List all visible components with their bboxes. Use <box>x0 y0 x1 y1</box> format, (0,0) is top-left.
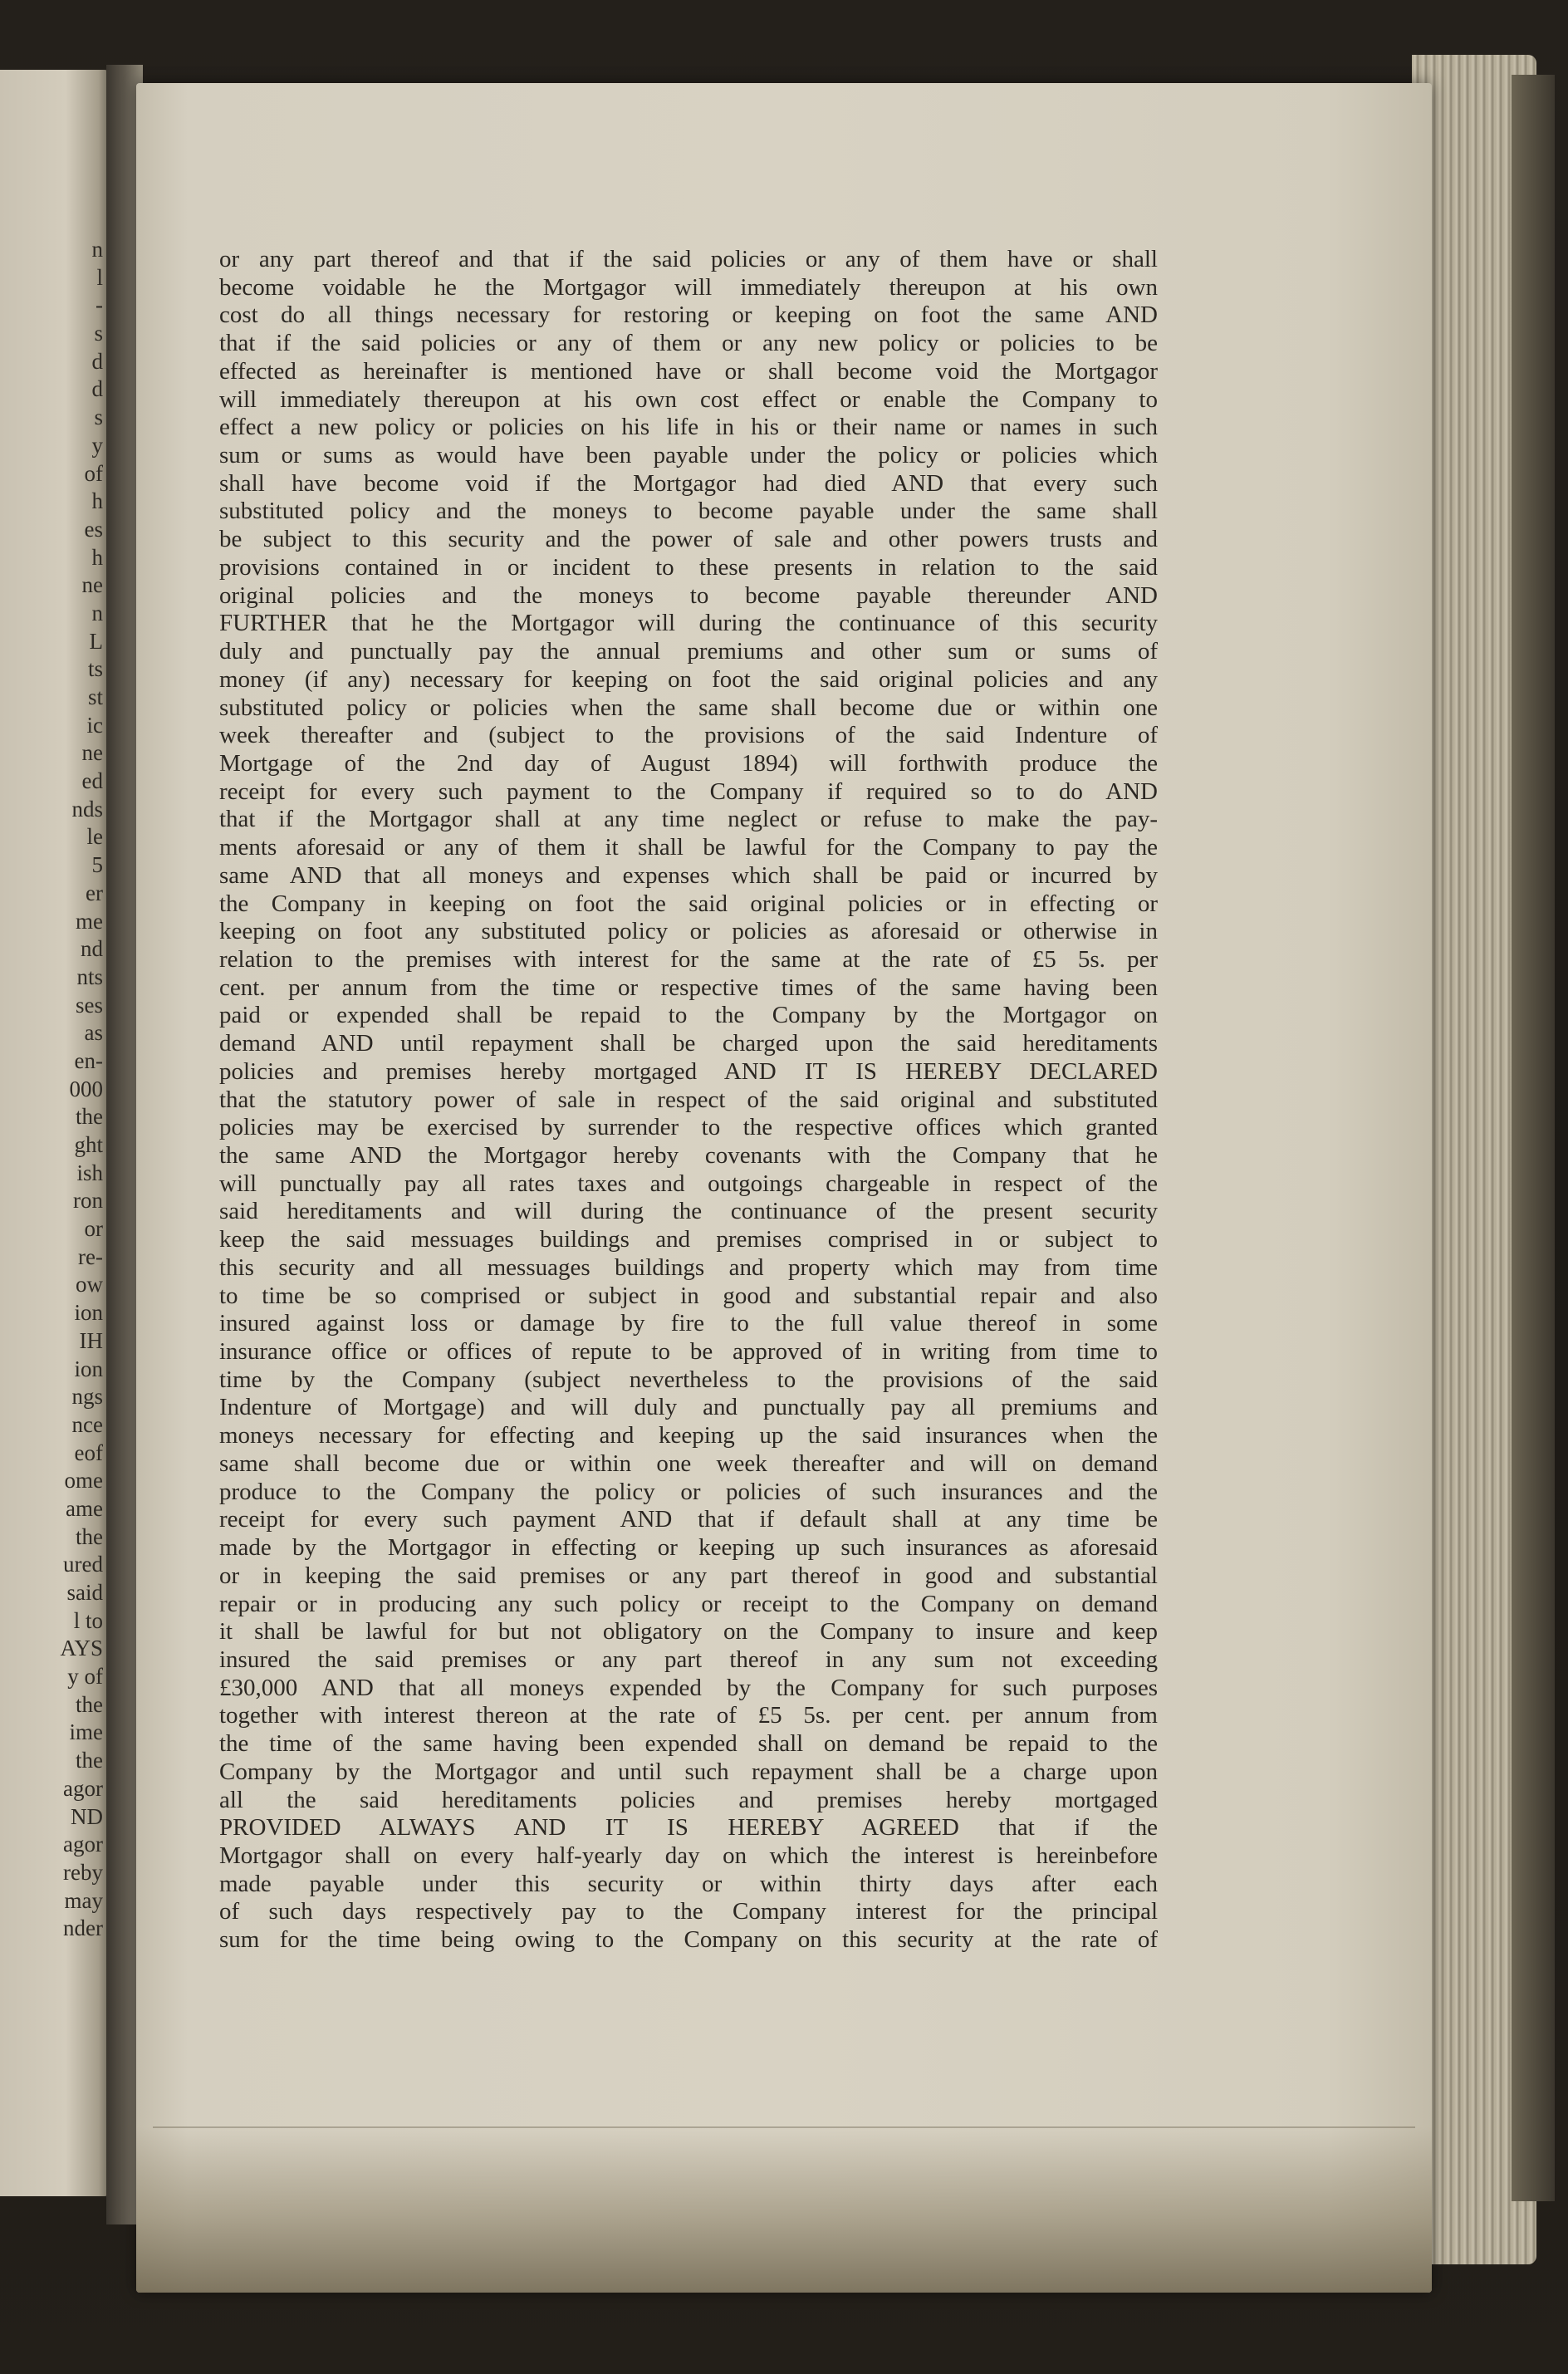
text-line: receipt for every such payment to the Company if required so to do AND <box>219 777 1158 805</box>
page-stack-shadow <box>1512 75 1555 2201</box>
text-line: produce to the Company the policy or policies of such insurances and the <box>219 1478 1158 1505</box>
mortgage-deed-text <box>219 246 1158 1955</box>
text-line: the same AND the Mortgagor hereby covenants with the Company that he <box>219 1142 1158 1169</box>
text-line: effect a new policy or policies on his life in his or their name or names in such <box>219 414 1158 441</box>
text-line: provisions contained in or incident to these presents in relation to the said <box>219 553 1158 581</box>
left-page-line-fragment: the <box>76 1523 103 1549</box>
left-page-line-fragment: ome <box>64 1468 103 1494</box>
document-page <box>136 83 1432 2293</box>
text-line: shall have become void if the Mortgagor had died AND that every such <box>219 469 1158 497</box>
text-line: moneys necessary for effecting and keeping up the said insurances when the <box>219 1422 1158 1449</box>
left-page-line-fragment: ght <box>74 1132 103 1157</box>
left-page-line-fragment: l <box>96 264 103 290</box>
text-line: original policies and the moneys to become payable thereunder AND <box>219 581 1158 609</box>
text-line: Mortgage of the 2nd day of August 1894) will forthwith produce the <box>219 749 1158 777</box>
text-line: £30,000 AND that all moneys expended by the Company for such purposes <box>219 1674 1158 1701</box>
text-line: substituted policy and the moneys to become payable under the same shall <box>219 498 1158 525</box>
left-page-line-fragment: n <box>91 600 103 625</box>
text-line: will immediately thereupon at his own cost effect or enable the Company to <box>219 385 1158 413</box>
text-line: cent. per annum from the time or respective times of the same having been <box>219 974 1158 1001</box>
left-page-line-fragment: ts <box>87 656 103 682</box>
text-line: relation to the premises with interest for the same at the rate of £5 5s. per <box>219 945 1158 973</box>
left-page-line-fragment: the <box>76 1748 103 1773</box>
left-page-line-fragment: nts <box>76 964 103 989</box>
left-page-line-fragment: s <box>94 405 103 430</box>
text-line: will punctually pay all rates taxes and outgoings chargeable in respect of the <box>219 1170 1158 1197</box>
text-line: money (if any) necessary for keeping on foot the said original policies and any <box>219 665 1158 693</box>
text-line: sum for the time being owing to the Company on this security at the rate of <box>219 1926 1158 1954</box>
left-page-line-fragment: of <box>84 460 103 486</box>
left-page-line-fragment: er <box>86 880 103 905</box>
left-page-line-fragment: h <box>91 544 103 570</box>
text-line: policies may be exercised by surrender to the respective offices which granted <box>219 1114 1158 1141</box>
text-line: FURTHER that he the Mortgagor will during the continuance of this security <box>219 610 1158 637</box>
text-line: Indenture of Mortgage) and will duly and punctually pay all premiums and <box>219 1394 1158 1421</box>
text-line: Mortgagor shall on every half-yearly day on which the interest is hereinbefore <box>219 1842 1158 1869</box>
left-page-line-fragment: AYS <box>60 1636 103 1661</box>
text-line: be subject to this security and the power of sale and other powers trusts and <box>219 526 1158 553</box>
left-page-line-fragment: st <box>87 684 103 709</box>
left-page-line-fragment: nd <box>81 936 103 962</box>
left-page-line-fragment: le <box>86 824 103 850</box>
text-line: week thereafter and (subject to the provisions of the said Indenture of <box>219 722 1158 749</box>
left-page-line-fragment: l to <box>73 1607 103 1633</box>
text-line: keeping on foot any substituted policy or policies as aforesaid or otherwise in <box>219 918 1158 945</box>
text-line: the Company in keeping on foot the said original policies or in effecting or <box>219 890 1158 917</box>
text-line: receipt for every such payment AND that if default shall at any time be <box>219 1506 1158 1533</box>
left-page-line-fragment: ion <box>74 1356 103 1381</box>
left-page-line-fragment: d <box>91 376 103 402</box>
text-line: ments aforesaid or any of them it shall be lawful for the Company to pay the <box>219 834 1158 861</box>
text-line: substituted policy or policies when the same shall become due or within one <box>219 694 1158 721</box>
page-bottom-stain <box>136 2126 1432 2293</box>
text-line: cost do all things necessary for restoring or keeping on foot the same AND <box>219 302 1158 329</box>
text-line: sum or sums as would have been payable under the policy or policies which <box>219 442 1158 469</box>
left-page-line-fragment: may <box>64 1887 103 1913</box>
text-line: that the statutory power of sale in respect of the said original and substituted <box>219 1086 1158 1113</box>
text-line: demand AND until repayment shall be charged upon the said hereditaments <box>219 1030 1158 1057</box>
text-line: time by the Company (subject nevertheless to the provisions of the said <box>219 1366 1158 1393</box>
left-page-line-fragment: n <box>91 237 103 262</box>
left-page-line-fragment: nds <box>71 796 103 822</box>
left-page-line-fragment: as <box>84 1020 103 1046</box>
left-page-line-fragment: re- <box>78 1243 103 1269</box>
left-page-line-fragment: en- <box>74 1047 103 1073</box>
text-line: all the said hereditaments policies and premises hereby mortgaged <box>219 1786 1158 1813</box>
left-page-line-fragment: IH <box>79 1327 103 1353</box>
left-page-text-fragments <box>60 236 103 1943</box>
text-line: duly and punctually pay the annual premiums and other sum or sums of <box>219 638 1158 665</box>
text-line: become voidable he the Mortgagor will immediately thereupon at his own <box>219 273 1158 301</box>
left-page-line-fragment: y of <box>67 1664 103 1690</box>
left-page-line-fragment: nce <box>71 1411 103 1437</box>
left-page-line-fragment: ses <box>76 992 103 1018</box>
text-line: policies and premises hereby mortgaged AND IT IS HEREBY DECLARED <box>219 1057 1158 1085</box>
text-line: made by the Mortgagor in effecting or keeping up such insurances as aforesaid <box>219 1534 1158 1562</box>
left-page-line-fragment: ured <box>63 1552 103 1577</box>
left-page-line-fragment: ic <box>86 712 103 738</box>
text-line: insured the said premises or any part thereof in any sum not exceeding <box>219 1646 1158 1673</box>
text-line: keep the said messuages buildings and premises comprised in or subject to <box>219 1226 1158 1253</box>
text-line: the time of the same having been expended shall on demand be repaid to the <box>219 1730 1158 1758</box>
text-line: effected as hereinafter is mentioned have or shall become void the Mortgagor <box>219 357 1158 385</box>
left-page-line-fragment: y <box>91 432 103 458</box>
left-page-line-fragment: agor <box>63 1832 103 1857</box>
left-page-line-fragment: ngs <box>71 1384 103 1410</box>
left-page-line-fragment: or <box>84 1216 103 1242</box>
left-page-line-fragment: L <box>89 628 103 654</box>
text-line: insured against loss or damage by fire to the full value thereof in some <box>219 1310 1158 1337</box>
text-line: it shall be lawful for but not obligatory on the Company to insure and keep <box>219 1618 1158 1646</box>
text-line: or in keeping the said premises or any part thereof in good and substantial <box>219 1562 1158 1589</box>
left-page-line-fragment: ion <box>74 1300 103 1326</box>
left-page-line-fragment: h <box>91 488 103 514</box>
text-line: insurance office or offices of repute to be approved of in writing from time to <box>219 1338 1158 1366</box>
left-page-line-fragment: ne <box>81 740 103 766</box>
left-page-line-fragment: es <box>84 516 103 542</box>
left-page-line-fragment: ed <box>81 768 103 794</box>
left-page-line-fragment: ne <box>81 572 103 598</box>
left-page-line-fragment: 5 <box>91 852 103 878</box>
text-line: made payable under this security or within thirty days after each <box>219 1870 1158 1897</box>
left-page-line-fragment: - <box>96 292 103 318</box>
left-page-line-fragment: ron <box>73 1188 103 1214</box>
text-line: same shall become due or within one week thereafter and will on demand <box>219 1449 1158 1477</box>
left-page-line-fragment: the <box>76 1104 103 1130</box>
text-line: to time be so comprised or subject in good and substantial repair and also <box>219 1282 1158 1309</box>
text-line: PROVIDED ALWAYS AND IT IS HEREBY AGREED that if the <box>219 1814 1158 1842</box>
left-page-line-fragment: ime <box>69 1719 103 1745</box>
text-line: or any part thereof and that if the said policies or any of them have or shall <box>219 246 1158 272</box>
text-line: repair or in producing any such policy or receipt to the Company on demand <box>219 1590 1158 1617</box>
left-page-line-fragment: reby <box>63 1859 103 1885</box>
left-page-line-fragment: nder <box>63 1915 103 1941</box>
text-line: this security and all messuages buildings and property which may from time <box>219 1253 1158 1281</box>
left-facing-page-edge <box>0 70 110 2196</box>
left-page-line-fragment: said <box>66 1580 103 1605</box>
left-page-line-fragment: ND <box>71 1803 103 1829</box>
left-page-line-fragment: ow <box>76 1272 103 1297</box>
text-line: said hereditaments and will during the continuance of the present security <box>219 1198 1158 1225</box>
text-line: that if the said policies or any of them or any new policy or policies to be <box>219 330 1158 357</box>
text-line: same AND that all moneys and expenses which shall be paid or incurred by <box>219 861 1158 889</box>
text-line: Company by the Mortgagor and until such repayment shall be a charge upon <box>219 1758 1158 1785</box>
left-page-line-fragment: ish <box>76 1160 103 1185</box>
left-page-line-fragment: s <box>94 321 103 346</box>
text-line: together with interest thereon at the rate of £5 5s. per cent. per annum from <box>219 1702 1158 1729</box>
left-page-line-fragment: me <box>76 908 103 934</box>
text-line: of such days respectively pay to the Company interest for the principal <box>219 1898 1158 1925</box>
left-page-line-fragment: 000 <box>69 1076 103 1101</box>
left-page-line-fragment: ame <box>66 1495 103 1521</box>
left-page-line-fragment: agor <box>63 1775 103 1801</box>
text-line: paid or expended shall be repaid to the Company by the Mortgagor on <box>219 1002 1158 1029</box>
text-line: that if the Mortgagor shall at any time neglect or refuse to make the pay- <box>219 806 1158 833</box>
left-page-line-fragment: d <box>91 348 103 374</box>
left-page-line-fragment: eof <box>74 1440 103 1465</box>
left-page-line-fragment: the <box>76 1691 103 1717</box>
